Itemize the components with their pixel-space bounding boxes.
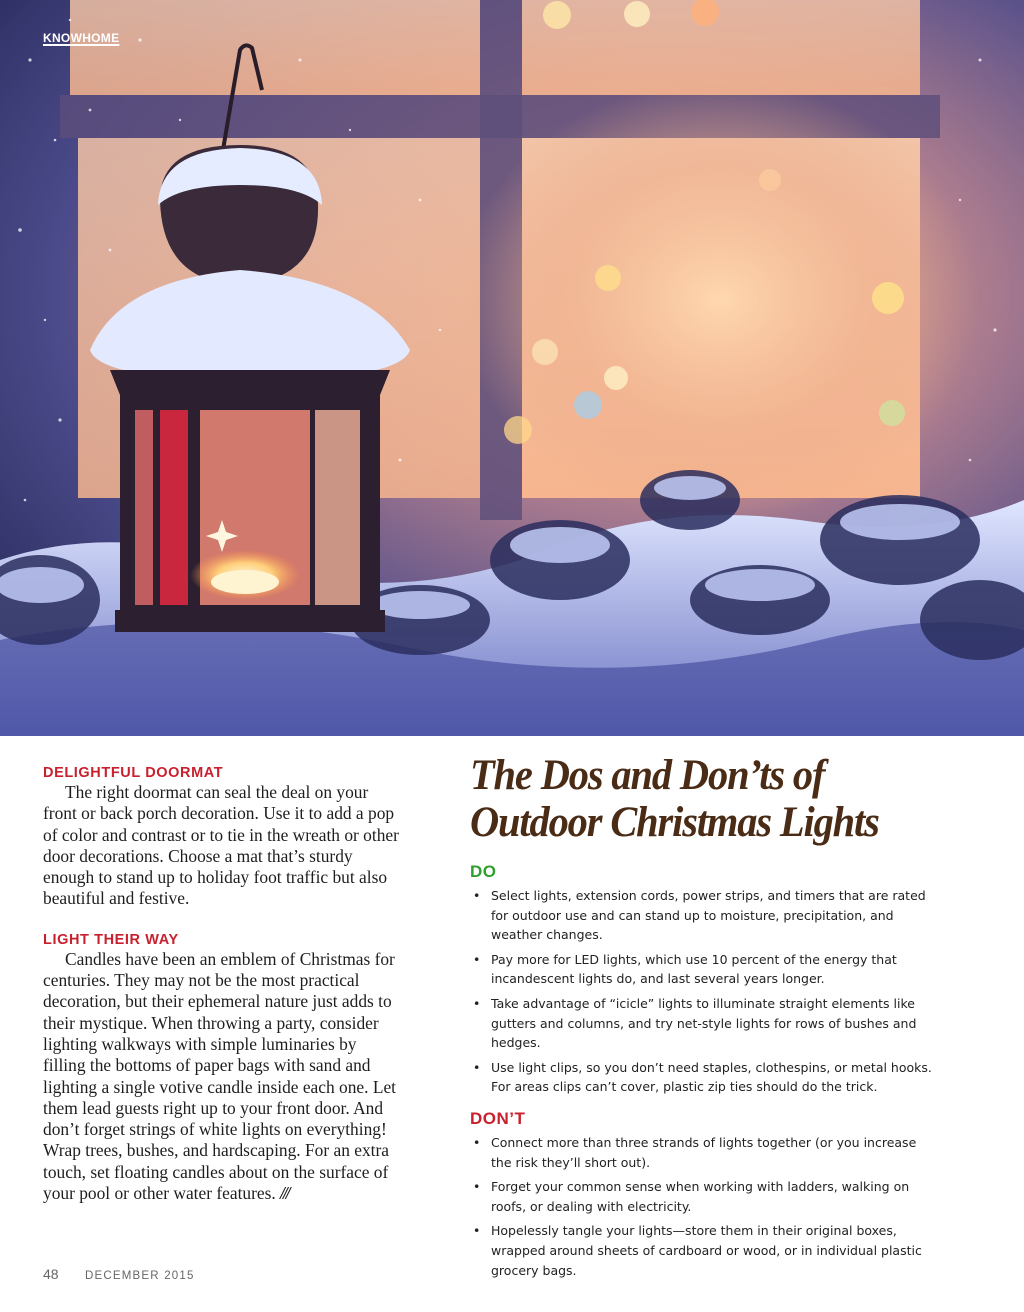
bullet: • [473,1179,481,1195]
bullet: • [473,951,481,967]
section-tag [43,31,119,45]
light-their-way-body: Candles have been an emblem of Christmas for centuries. They may not be the most practical decoration, but their ephemeral nature just adds to their mystique. When throwing a party, consider lighting walkways with simple luminaries by filling the bottoms of paper bags with sand and lighting a single votive candle inside each one. Let them lead guests right up to your front door. And don’t forget strings of white lights on everything! Wrap trees, bushes, and hardscaping. For an extra touch, set floating candles about on the surface of your pool or other water features. [43,948,397,1204]
do-item-text: Use light clips, so you don’t need staples, clothespins, or metal hooks. For areas clips can’t cover, plastic zip ties should do the trick. [491,1059,932,1095]
dont-list [470,1133,940,1280]
dont-heading: DON’T [470,1108,526,1128]
list-item [470,950,940,989]
list-item [470,1221,940,1280]
section-tag-home: HOME [82,31,120,45]
issue-date: DECEMBER 2015 [85,1270,195,1282]
window-pane [70,0,480,95]
list-item [470,1133,940,1172]
do-list [470,886,940,1097]
list-item [470,886,940,945]
right-column [470,752,940,1285]
feature-title-line2: Outdoor Christmas Lights [470,799,879,846]
bullet: • [473,995,481,1011]
feature-title [470,752,912,846]
light-their-way-heading: LIGHT THEIR WAY [43,931,179,948]
list-item [470,1177,940,1216]
light-their-way-paragraph [43,949,403,1205]
do-item-text: Pay more for LED lights, which use 10 percent of the energy that incandescent lights do, and last several years longer. [491,951,897,987]
bullet: • [473,1134,481,1150]
bullet: • [473,888,481,903]
page-footer [43,1266,195,1284]
left-column [43,764,403,1204]
page-number: 48 [43,1266,59,1282]
section-tag-know: KNOW [43,31,83,45]
end-mark: /// [280,1183,289,1204]
list-item [470,1058,940,1097]
list-item [470,994,940,1053]
bullet: • [473,1059,481,1075]
do-item-text: Take advantage of “icicle” lights to illuminate straight elements like gutters and columns, and try net-style lights for rows of bushes and hedges. [491,995,917,1051]
feature-title-line1: The Dos and Don’ts of [470,752,825,799]
dont-item-text: Connect more than three strands of lights together (or you increase the risk they’ll short out). [491,1134,917,1170]
dont-item-text: Forget your common sense when working with ladders, walking on roofs, or dealing with electricity. [491,1179,910,1214]
doormat-heading: DELIGHTFUL DOORMAT [43,765,224,781]
do-heading: DO [470,862,497,881]
bullet: • [473,1223,481,1239]
do-item-text: Select lights, extension cords, power strips, and timers that are rated for outdoor use and can stand up to moisture, precipitation, and weather changes. [491,888,926,943]
dont-item-text: Hopelessly tangle your lights—store them in their original boxes, wrapped around sheets of cardboard or wood, or in individual plastic grocery bags. [491,1223,922,1278]
doormat-body: The right doormat can seal the deal on your front or back porch decoration. Use it to add a pop of color and contrast or to tie in the wreath or other door decorations. Choose a mat that’s sturdy enough to stand up to holiday foot traffic but also beautiful and festive. [43,782,399,909]
